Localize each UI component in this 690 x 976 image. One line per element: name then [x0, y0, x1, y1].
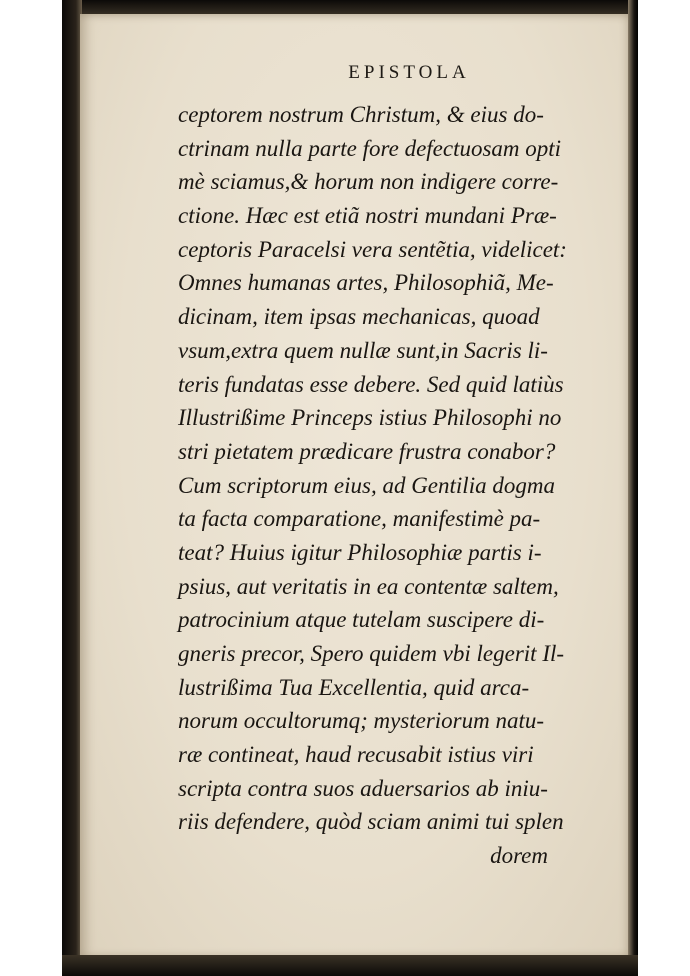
text-line: teris fundatas esse debere. Sed quid latiùs [178, 371, 564, 397]
text-line: vsum,extra quem nullæ sunt,in Sacris li- [178, 337, 548, 363]
body-text [178, 98, 608, 873]
text-line: ctrinam nulla parte fore defectuosam opti [178, 135, 562, 161]
text-line: mè sciamus,& horum non indigere corre- [178, 169, 559, 195]
text-line: ræ contineat, haud recusabit istius viri [178, 742, 534, 768]
text-line: Illustrißime Princeps istius Philosophi no [178, 405, 562, 431]
text-line: ceptorem nostrum Christum, & eius do- [178, 102, 544, 127]
book-spine-shadow [62, 0, 82, 976]
text-line: teat? Huius igitur Philosophiæ partis i- [178, 539, 542, 565]
text-line: lustrißima Tua Excellentia, quid arca- [178, 674, 530, 700]
text-line: ctione. Hæc est etiã nostri mundani Præ- [178, 203, 557, 229]
text-line: stri pietatem prædicare frustra conabor? [178, 438, 556, 464]
text-line: ta facta comparatione, manifestimè pa- [178, 506, 541, 532]
text-line: gneris precor, Spero quidem vbi legerit Il- [178, 641, 565, 666]
text-line: Omnes humanas artes, Philosophiã, Me- [178, 270, 554, 296]
text-line: Cum scriptorum eius, ad Gentilia dogma [178, 472, 555, 498]
text-line: riis defendere, quòd sciam animi tui splen [178, 809, 564, 835]
text-line: norum occultorumq; mysteriorum natu- [178, 708, 545, 734]
page-edge-shadow [628, 0, 638, 976]
running-header: EPISTOLA [348, 62, 470, 83]
text-line: patrocinium atque tutelam suscipere di- [178, 607, 545, 633]
text-line: dicinam, item ipsas mechanicas, quoad [178, 304, 540, 330]
text-line: psius, aut veritatis in ea contentæ saltem, [178, 573, 559, 599]
catchword: dorem [490, 843, 548, 869]
scan-bottom-edge [62, 955, 638, 976]
text-line: scripta contra suos aduersarios ab iniu- [178, 775, 548, 801]
text-line: ceptoris Paracelsi vera sentẽtia, videlicet: [178, 236, 567, 262]
